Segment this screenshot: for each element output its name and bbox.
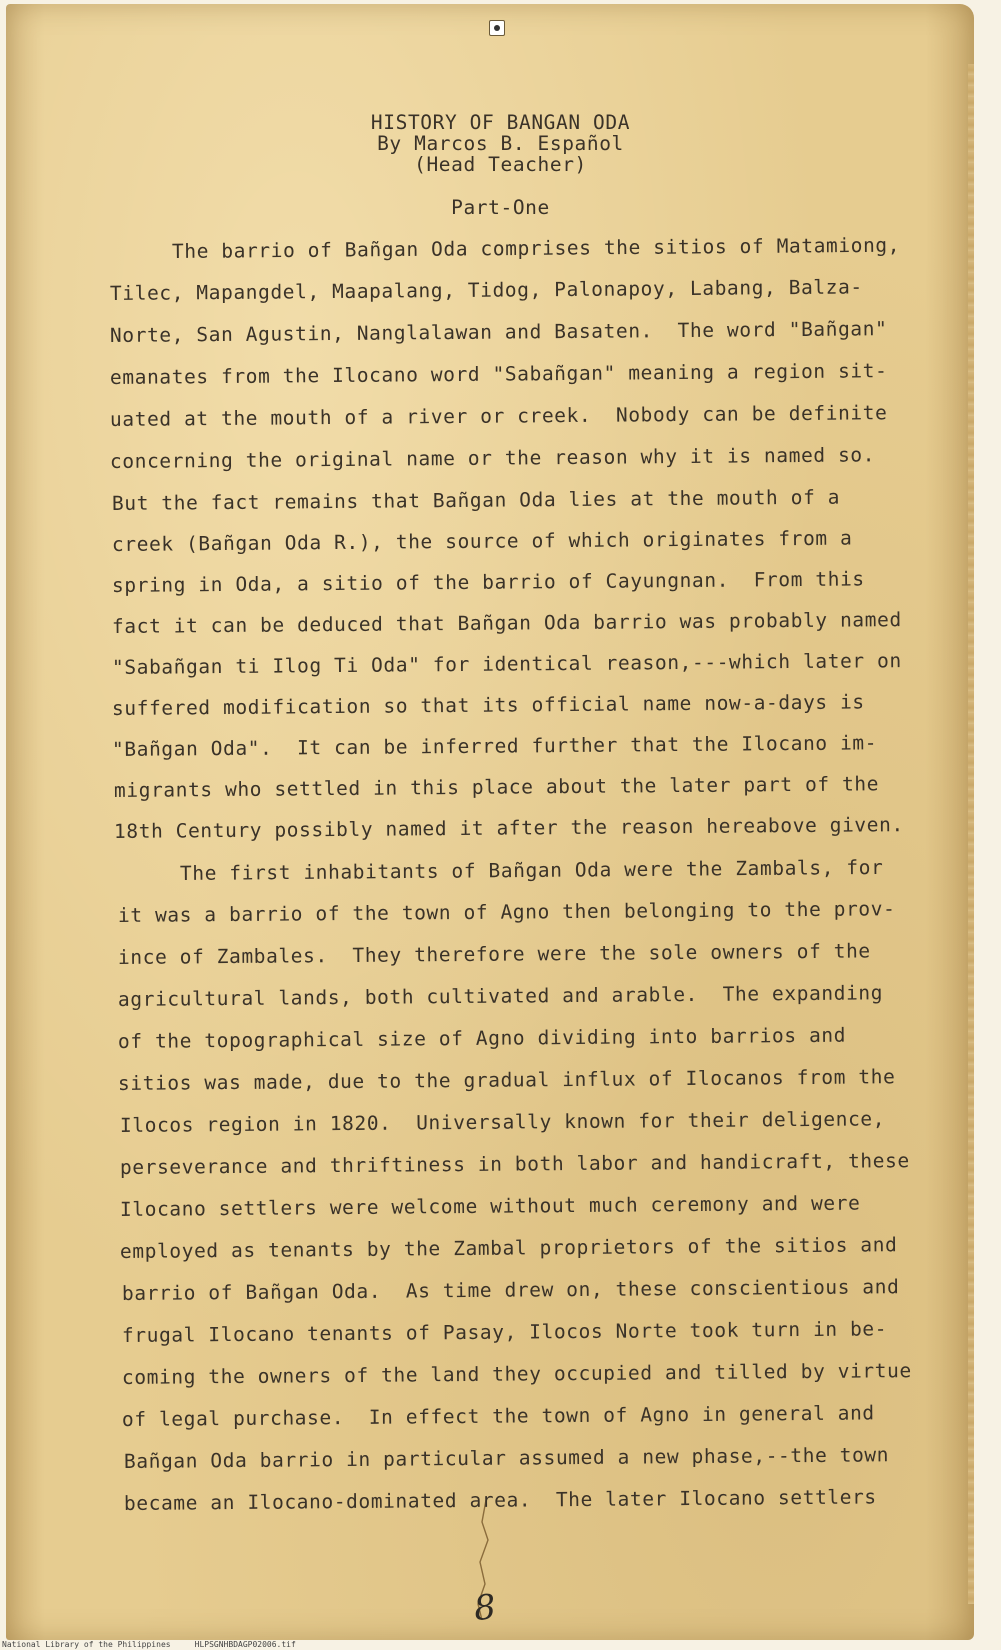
body-line: The barrio of Bañgan Oda comprises the sitios of Matamiong, — [171, 233, 901, 263]
body-line: concerning the original name or the reason why it is named so. — [109, 443, 876, 473]
body-line: became an Ilocano-dominated area. The later Ilocano settlers — [123, 1485, 877, 1515]
body-line: sitios was made, due to the gradual influx of Ilocanos from the — [117, 1065, 896, 1095]
body-line: it was a barrio of the town of Agno then belonging to the prov- — [117, 897, 896, 927]
document-role: (Head Teacher) — [414, 153, 587, 176]
scan-footer: National Library of the Philippines HLPSGNHBDAGP02006.tif — [2, 1640, 296, 1649]
body-line: But the fact remains that Bañgan Oda lies at the mouth of a — [111, 485, 841, 515]
document-title: HISTORY OF BANGAN ODA — [370, 111, 631, 134]
body-line: suffered modification so that its official name now-a-days is — [111, 690, 865, 720]
body-line: Bañgan Oda barrio in particular assumed a new phase,--the town — [123, 1443, 890, 1473]
body-line: Ilocos region in 1820. Universally known for their deligence, — [119, 1107, 886, 1137]
body-line: Tilec, Mapangdel, Maapalang, Tidog, Palonapoy, Labang, Balza- — [109, 275, 863, 305]
body-line: emanates from the Ilocano word "Sabañgan" meaning a region sit- — [109, 359, 888, 389]
body-line: frugal Ilocano tenants of Pasay, Ilocos Norte took turn in be- — [121, 1317, 888, 1347]
body-line: of legal purchase. In effect the town of Agno in general and — [121, 1401, 875, 1431]
body-line: of the topographical size of Agno dividing into barrios and — [117, 1023, 847, 1053]
binding-hole-icon — [489, 20, 505, 36]
body-line: coming the owners of the land they occupied and tilled by virtue — [121, 1359, 912, 1389]
body-line: employed as tenants by the Zambal proprietors of the sitios and — [119, 1233, 898, 1263]
document-author: By Marcos B. Español — [377, 132, 624, 155]
body-line: fact it can be deduced that Bañgan Oda barrio was probably named — [111, 608, 902, 638]
body-line: Norte, San Agustin, Nanglalawan and Basaten. The word "Bañgan" — [109, 317, 888, 347]
section-heading: Part-One — [451, 196, 550, 219]
page-number: 8 — [471, 1586, 498, 1630]
body-line: creek (Bañgan Oda R.), the source of which originates from a — [111, 526, 853, 556]
body-line: ince of Zambales. They therefore were the sole owners of the — [117, 939, 871, 969]
body-line: uated at the mouth of a river or creek. Nobody can be definite — [109, 401, 888, 431]
section-heading-block — [0, 196, 1001, 219]
body-line: barrio of Bañgan Oda. As time drew on, these conscientious and — [121, 1275, 900, 1305]
body-line: The first inhabitants of Bañgan Oda were the Zambals, for — [179, 855, 884, 885]
body-line: perseverance and thriftiness in both labor and handicraft, these — [119, 1149, 910, 1179]
body-line: migrants who settled in this place about the later part of the — [113, 772, 880, 802]
title-block — [0, 112, 1001, 175]
body-line: spring in Oda, a sitio of the barrio of Cayungnan. From this — [111, 567, 865, 597]
body-line: "Sabañgan ti Ilog Ti Oda" for identical reason,---which later on — [111, 649, 902, 679]
body-line: 18th Century possibly named it after the reason hereabove given. — [113, 813, 904, 843]
body-line: "Bañgan Oda". It can be inferred further that the Ilocano im- — [111, 731, 878, 761]
paper-edge — [968, 64, 974, 1604]
body-line: Ilocano settlers were welcome without much ceremony and were — [119, 1191, 861, 1221]
body-line: agricultural lands, both cultivated and arable. The expanding — [117, 981, 884, 1011]
